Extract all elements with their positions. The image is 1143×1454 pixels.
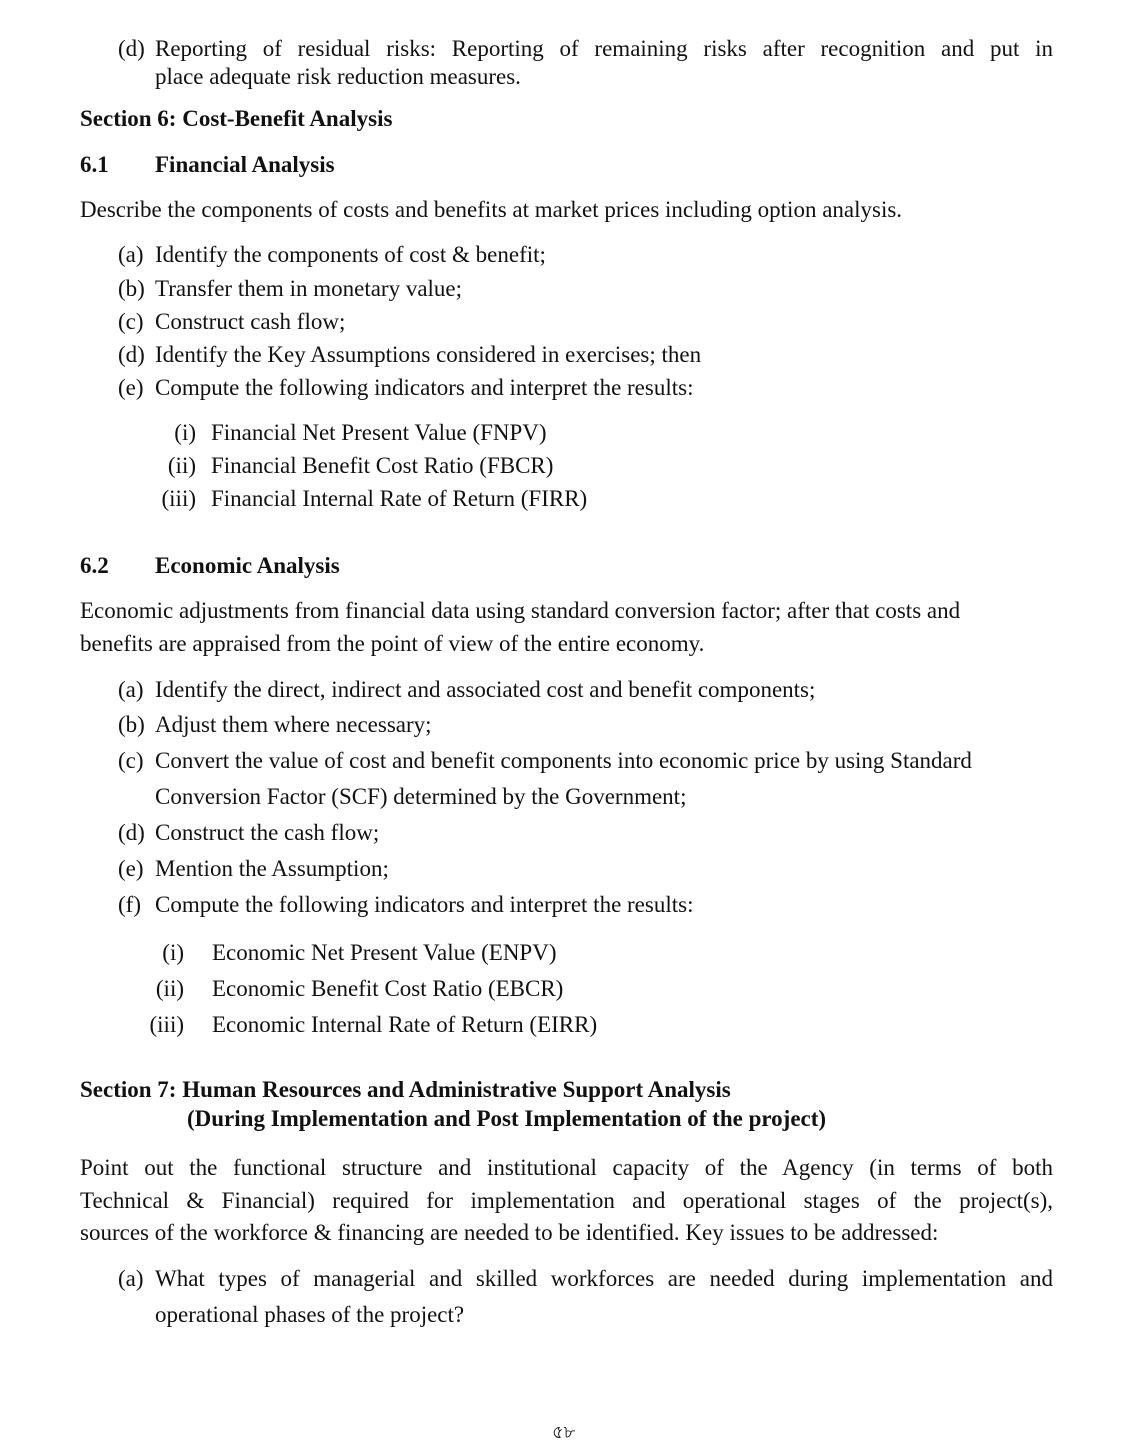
- list-text: Economic Net Present Value (ENPV): [212, 940, 557, 965]
- list-text: What types of managerial and skilled workforces are needed during implementation and: [155, 1266, 1053, 1291]
- list-label: (iii): [161, 486, 196, 511]
- list-label: (d): [118, 342, 145, 367]
- list-text: Financial Internal Rate of Return (FIRR): [211, 486, 588, 511]
- subsection-title: Economic Analysis: [155, 553, 340, 578]
- list-text: Reporting of residual risks: Reporting of remaining risks after recognition and put in: [155, 36, 1053, 61]
- list-label: (e): [118, 856, 144, 881]
- section7-subheading: (During Implementation and Post Implementation of the project): [187, 1106, 827, 1131]
- list-text: Compute the following indicators and interpret the results:: [155, 892, 694, 917]
- section7-intro-line1: Point out the functional structure and institutional capacity of the Agency (in terms of both: [80, 1155, 1053, 1180]
- subsection-6-2-intro-line1: Economic adjustments from financial data using standard conversion factor; after that costs and: [80, 598, 961, 623]
- list-text: Adjust them where necessary;: [155, 712, 432, 737]
- list-label: (i): [174, 420, 196, 445]
- list-text: Identify the components of cost & benefit;: [155, 242, 546, 267]
- list-text: Construct the cash flow;: [155, 820, 380, 845]
- page-number: ৫৮: [552, 1422, 576, 1443]
- list-label: (d): [118, 36, 145, 61]
- list-text-continued: place adequate risk reduction measures.: [155, 64, 521, 89]
- list-label: (c): [118, 748, 144, 773]
- list-text: Economic Internal Rate of Return (EIRR): [212, 1012, 598, 1037]
- list-label: (a): [118, 1266, 144, 1291]
- list-label: (f): [118, 892, 141, 917]
- list-label: (ii): [155, 976, 184, 1001]
- list-label: (c): [118, 309, 144, 334]
- subsection-number: 6.1: [80, 152, 109, 177]
- list-text: Economic Benefit Cost Ratio (EBCR): [212, 976, 564, 1001]
- list-text: Convert the value of cost and benefit components into economic price by using Standard: [155, 748, 972, 773]
- list-text: Identify the direct, indirect and associated cost and benefit components;: [155, 677, 816, 702]
- list-label: (i): [162, 940, 184, 965]
- list-label: (a): [118, 242, 144, 267]
- list-label: (b): [118, 712, 145, 737]
- list-label: (e): [118, 375, 144, 400]
- list-text: Mention the Assumption;: [155, 856, 389, 881]
- list-text-continued: operational phases of the project?: [155, 1302, 465, 1327]
- subsection-number: 6.2: [80, 553, 109, 578]
- subsection-title: Financial Analysis: [155, 152, 335, 177]
- list-label: (d): [118, 820, 145, 845]
- section7-intro-line3: sources of the workforce & financing are needed to be identified. Key issues to be addressed:: [80, 1220, 939, 1245]
- list-text-continued: Conversion Factor (SCF) determined by the Government;: [155, 784, 687, 809]
- list-text: Financial Net Present Value (FNPV): [211, 420, 547, 445]
- list-label: (a): [118, 677, 144, 702]
- list-text: Financial Benefit Cost Ratio (FBCR): [211, 453, 554, 478]
- list-text: Transfer them in monetary value;: [155, 276, 463, 301]
- section6-heading: Section 6: Cost-Benefit Analysis: [80, 106, 393, 131]
- list-text: Construct cash flow;: [155, 309, 346, 334]
- subsection-6-2-intro-line2: benefits are appraised from the point of view of the entire economy.: [80, 631, 705, 656]
- list-label: (iii): [149, 1012, 184, 1037]
- section7-heading: Section 7: Human Resources and Administrative Support Analysis: [80, 1077, 731, 1102]
- section7-intro-line2: Technical & Financial) required for implementation and operational stages of the project(s),: [80, 1188, 1053, 1213]
- list-text: Compute the following indicators and interpret the results:: [155, 375, 694, 400]
- list-text: Identify the Key Assumptions considered in exercises; then: [155, 342, 702, 367]
- list-label: (ii): [167, 453, 196, 478]
- list-label: (b): [118, 276, 145, 301]
- subsection-6-1-intro: Describe the components of costs and benefits at market prices including option analysis.: [80, 197, 903, 222]
